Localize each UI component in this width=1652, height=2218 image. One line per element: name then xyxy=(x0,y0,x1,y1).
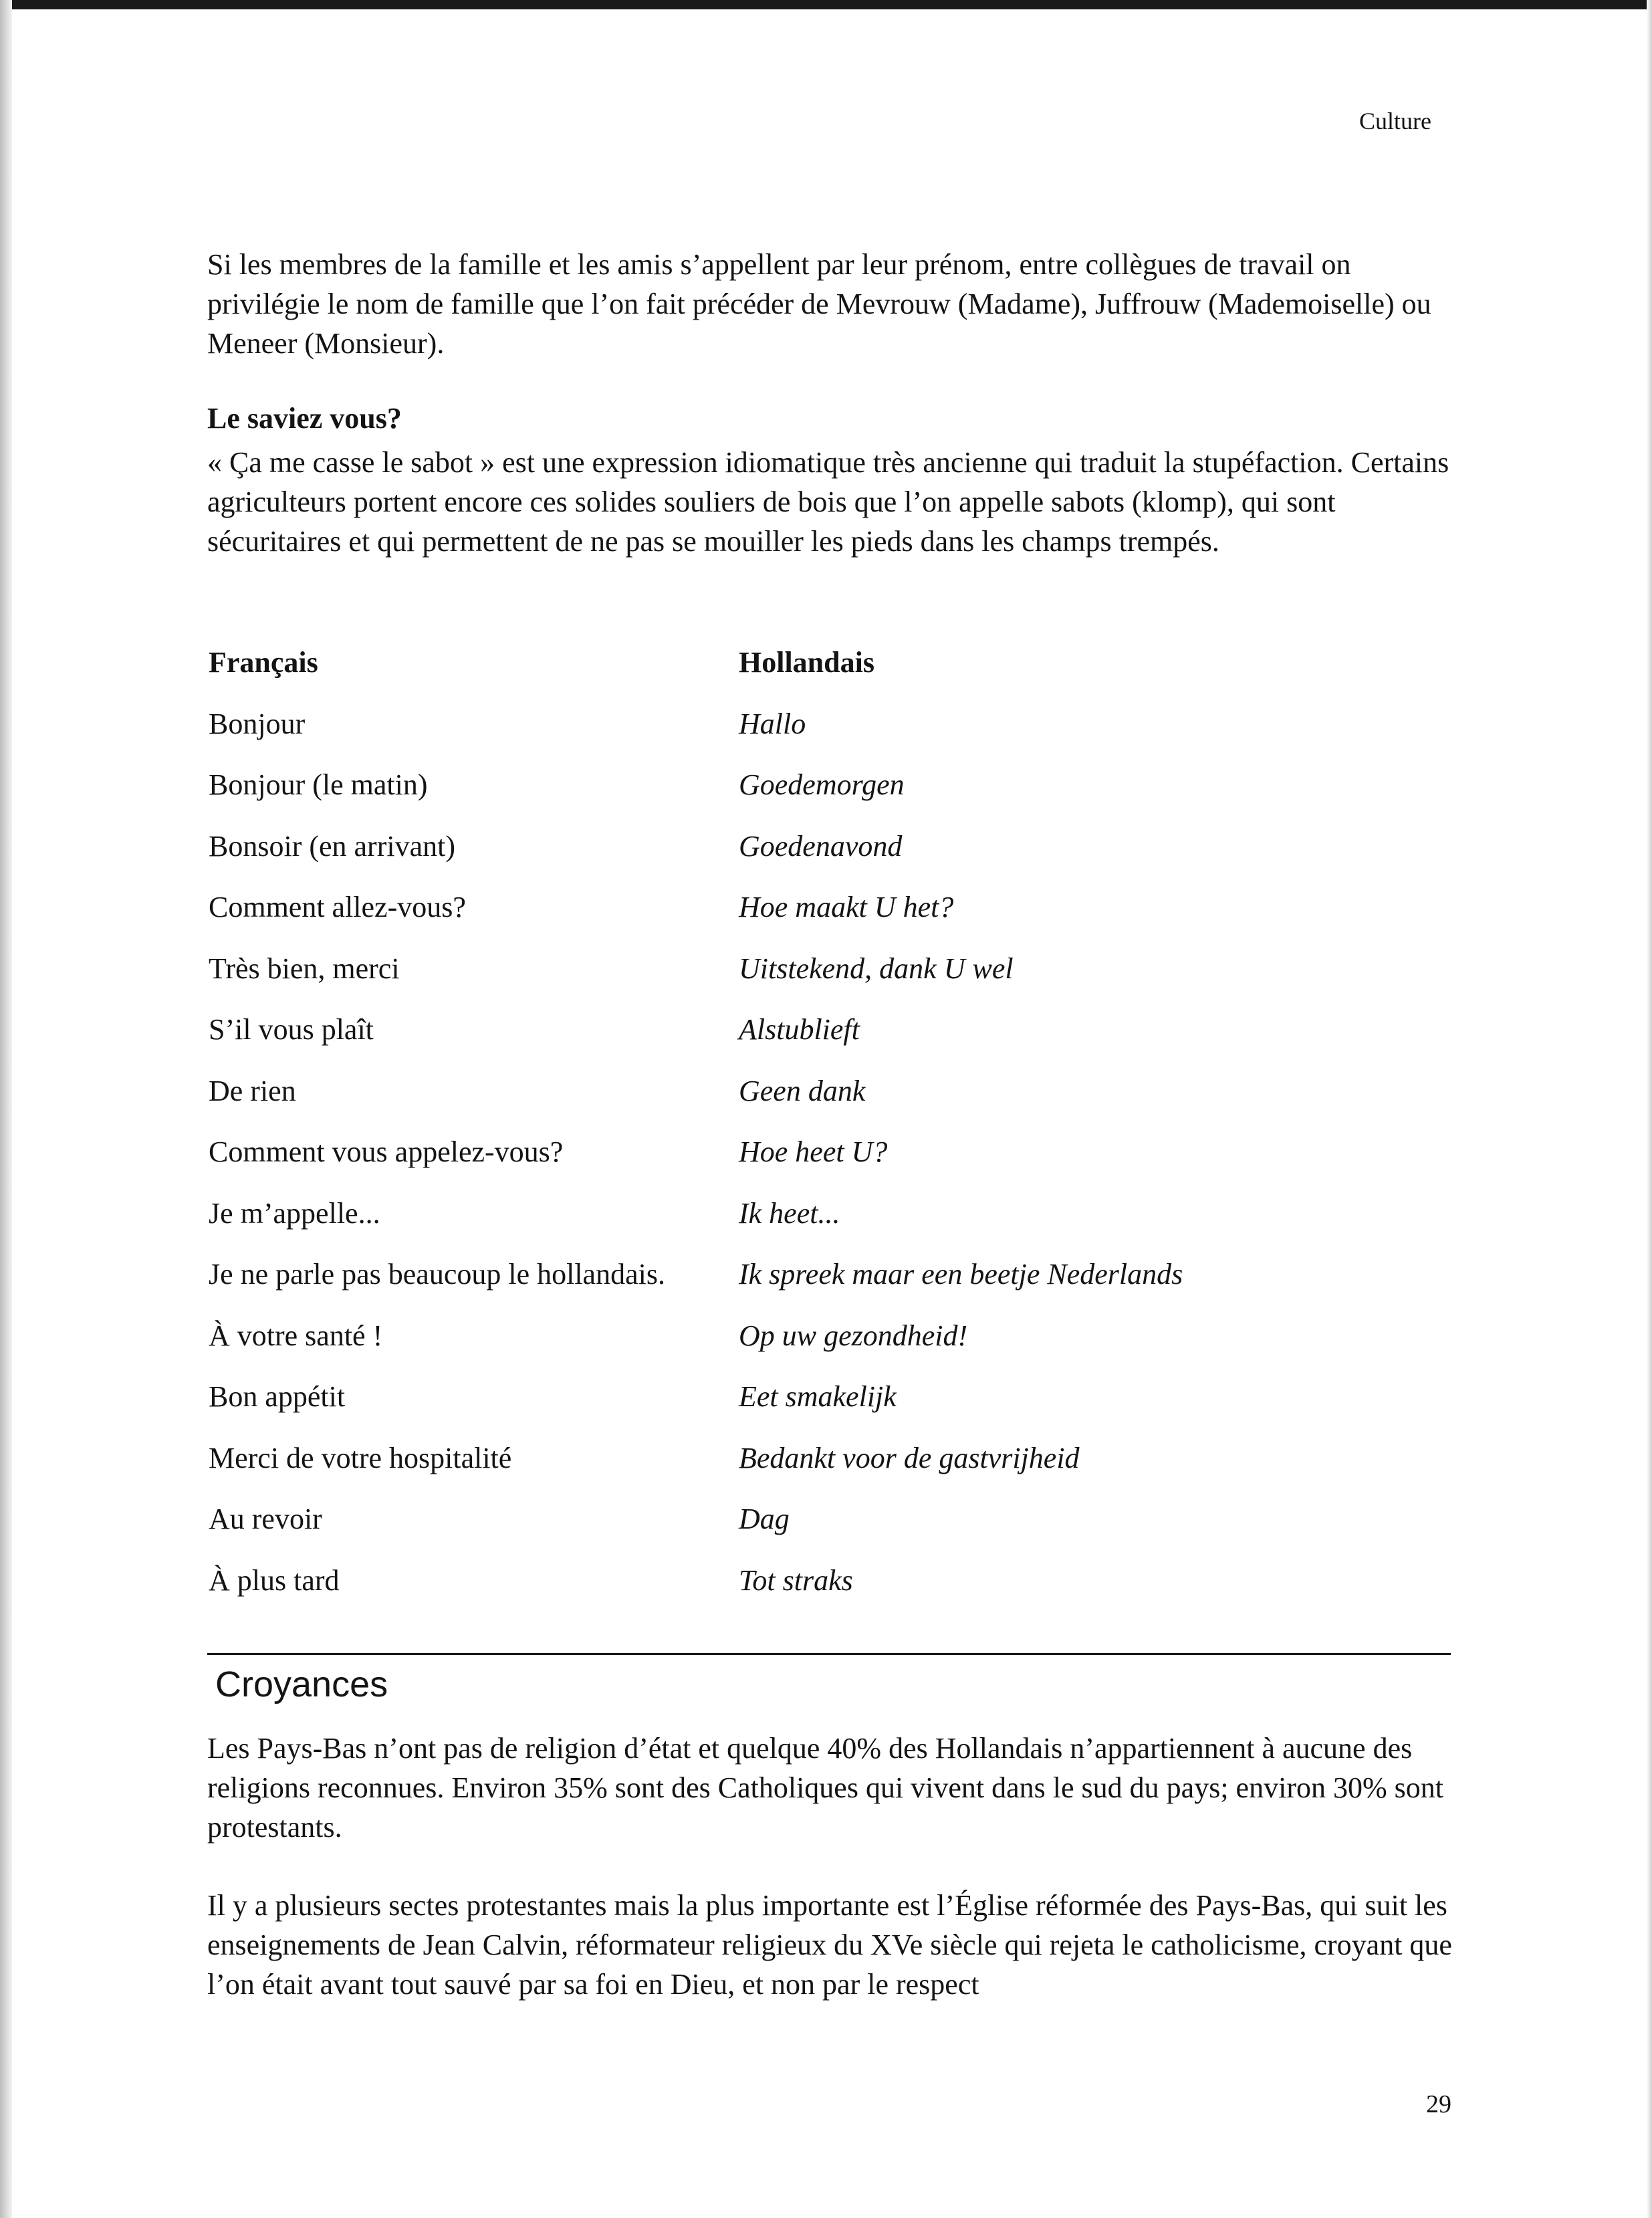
vocabulary-row xyxy=(207,1257,1478,1319)
section-divider xyxy=(207,1653,1451,1655)
dutch-phrase: Eet smakelijk xyxy=(739,1380,897,1413)
french-phrase: Comment vous appelez-vous? xyxy=(209,1135,564,1168)
dutch-phrase: Hallo xyxy=(739,707,806,740)
scan-right-edge xyxy=(1647,0,1652,2218)
dutch-phrase: Dag xyxy=(739,1503,790,1535)
scan-top-border xyxy=(0,0,1652,9)
dutch-phrase: Ik heet... xyxy=(739,1196,840,1230)
dutch-phrase: Goedenavond xyxy=(739,829,903,863)
section-title: Croyances xyxy=(215,1664,388,1704)
vocabulary-table xyxy=(207,645,1478,1624)
dutch-phrase: Geen dank xyxy=(739,1074,866,1107)
vocabulary-row xyxy=(207,1012,1478,1074)
french-phrase: À votre santé ! xyxy=(209,1319,383,1352)
french-phrase: Bon appétit xyxy=(209,1380,346,1413)
french-phrase: Comment allez-vous? xyxy=(209,891,466,923)
dutch-phrase: Uitstekend, dank U wel xyxy=(739,952,1014,985)
section-paragraph: Les Pays-Bas n’ont pas de religion d’état et quelque 40% des Hollandais n’appartiennent à aucune des religions reconnues. Environ 35% sont des Catholiques qui vivent dans le sud du pays; environ 30% sont protestants. xyxy=(207,1732,1443,1844)
vocabulary-header-row xyxy=(207,645,1478,707)
french-phrase: Au revoir xyxy=(209,1503,322,1535)
vocabulary-row xyxy=(207,829,1478,891)
dutch-phrase: Hoe maakt U het? xyxy=(739,891,954,923)
french-phrase: Merci de votre hospitalité xyxy=(209,1441,512,1474)
vocabulary-row xyxy=(207,1502,1478,1563)
did-you-know-title: Le saviez vous? xyxy=(207,402,402,435)
french-phrase: À plus tard xyxy=(209,1563,340,1597)
vocabulary-row xyxy=(207,952,1478,1013)
french-phrase: Je ne parle pas beaucoup le hollandais. xyxy=(209,1258,665,1291)
header-dutch: Hollandais xyxy=(739,646,874,679)
dutch-phrase: Hoe heet U? xyxy=(739,1135,888,1168)
french-phrase: Bonjour xyxy=(209,707,306,740)
vocabulary-row xyxy=(207,890,1478,952)
french-phrase: Bonjour (le matin) xyxy=(209,768,428,801)
dutch-phrase: Alstublieft xyxy=(739,1013,860,1046)
vocabulary-row xyxy=(207,1196,1478,1258)
header-french: Français xyxy=(209,646,318,679)
dutch-phrase: Bedankt voor de gastvrijheid xyxy=(739,1441,1080,1474)
page-number: 29 xyxy=(1426,2090,1451,2118)
vocabulary-row xyxy=(207,768,1478,829)
dutch-phrase: Ik spreek maar een beetje Nederlands xyxy=(739,1258,1183,1291)
french-phrase: Bonsoir (en arrivant) xyxy=(209,829,455,863)
french-phrase: De rien xyxy=(209,1074,296,1107)
scan-left-edge xyxy=(0,0,12,2218)
dutch-phrase: Op uw gezondheid! xyxy=(739,1319,968,1352)
running-head: Culture xyxy=(1359,108,1431,134)
vocabulary-row xyxy=(207,1074,1478,1135)
vocabulary-row xyxy=(207,1441,1478,1503)
section-paragraph: Il y a plusieurs sectes protestantes mais la plus importante est l’Église réformée des Pays-Bas, qui suit les enseignements de Jean Calvin, réformateur religieux du XVe siècle qui rejeta le catholicisme, croyant que l’on était avant tout sauvé par sa foi en Dieu, et non par le respect xyxy=(207,1889,1452,2001)
french-phrase: Je m’appelle... xyxy=(209,1196,380,1230)
vocabulary-row xyxy=(207,707,1478,768)
vocabulary-row xyxy=(207,1135,1478,1196)
intro-paragraph: Si les membres de la famille et les amis s’appellent par leur prénom, entre collègues de travail on privilégie le nom de famille que l’on fait précéder de Mevrouw (Madame), Juffrouw (Mademoiselle) ou Meneer (Monsieur). xyxy=(207,248,1431,360)
dutch-phrase: Tot straks xyxy=(739,1563,853,1597)
french-phrase: S’il vous plaît xyxy=(209,1013,374,1046)
french-phrase: Très bien, merci xyxy=(209,952,400,985)
did-you-know-text: « Ça me casse le sabot » est une expression idiomatique très ancienne qui traduit la stupéfaction. Certains agriculteurs portent encore ces solides souliers de bois que l’on appelle sabots (klomp), qui sont sécuritaires et qui permettent de ne pas se mouiller les pieds dans les champs trempés. xyxy=(207,446,1449,558)
dutch-phrase: Goedemorgen xyxy=(739,768,905,801)
vocabulary-row xyxy=(207,1563,1478,1625)
vocabulary-row xyxy=(207,1319,1478,1380)
vocabulary-row xyxy=(207,1379,1478,1441)
